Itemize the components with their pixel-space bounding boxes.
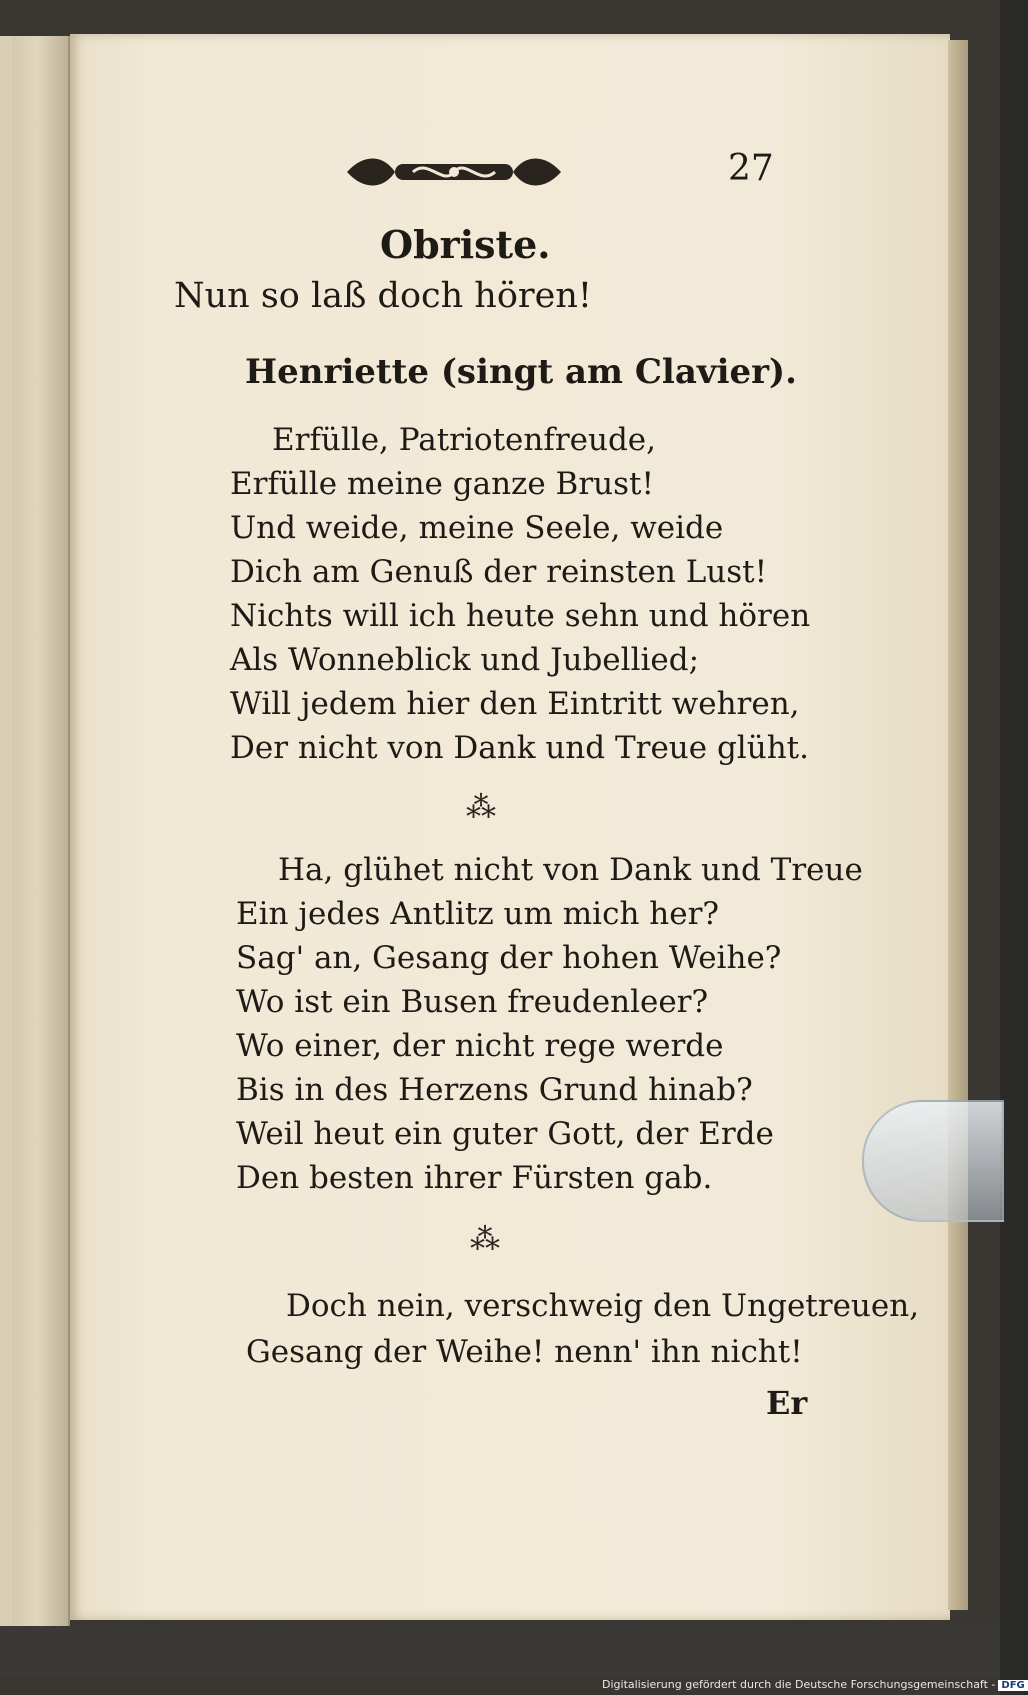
verse-line: Nichts will ich heute sehn und hören [230, 598, 811, 634]
verse-line: Erfülle, Patriotenfreude, [272, 422, 656, 458]
book-page [70, 34, 950, 1620]
page-clip [862, 1100, 1004, 1222]
verse-line: Doch nein, verschweig den Ungetreuen, [286, 1288, 920, 1324]
page-stack-edge [948, 40, 968, 1610]
verse-line: Den besten ihrer Fürsten gab. [236, 1160, 713, 1196]
credit-text: Digitalisierung gefördert durch die Deutsche Forschungsgemeinschaft - [602, 1678, 996, 1691]
separator-star-icon: ⁂ [466, 790, 496, 825]
verse-line: Gesang der Weihe! nenn' ihn nicht! [246, 1334, 803, 1370]
verse-line: Erfülle meine ganze Brust! [230, 466, 654, 502]
verse-line: Dich am Genuß der reinsten Lust! [230, 554, 768, 590]
verse-line: Sag' an, Gesang der hohen Weihe? [236, 940, 782, 976]
verse-line: Der nicht von Dank und Treue glüht. [230, 730, 809, 766]
catchword: Er [766, 1384, 808, 1422]
header-ornament-icon [343, 150, 565, 194]
verse-line: Und weide, meine Seele, weide [230, 510, 724, 546]
verse-line: Wo einer, der nicht rege werde [236, 1028, 724, 1064]
verse-line: Weil heut ein guter Gott, der Erde [236, 1116, 774, 1152]
separator-star-icon: ⁂ [470, 1222, 500, 1257]
left-page-margin [0, 36, 12, 1626]
verse-line: Als Wonneblick und Jubellied; [230, 642, 700, 678]
verse-line: Ein jedes Antlitz um mich her? [236, 896, 720, 932]
verse-line: Bis in des Herzens Grund hinab? [236, 1072, 753, 1108]
speaker-obriste: Obriste. [380, 222, 551, 267]
digitization-credit [602, 1678, 1028, 1691]
verse-line: Will jedem hier den Eintritt wehren, [230, 686, 800, 722]
page-number: 27 [728, 148, 774, 189]
verse-line: Wo ist ein Busen freudenleer? [236, 984, 709, 1020]
speaker-henriette: Henriette (singt am Clavier). [245, 352, 797, 392]
verse-line: Ha, glühet nicht von Dank und Treue [278, 852, 863, 888]
bottom-shadow [0, 1626, 1000, 1676]
dfg-logo: DFG [998, 1680, 1027, 1691]
speech-line: Nun so laß doch hören! [174, 276, 592, 316]
